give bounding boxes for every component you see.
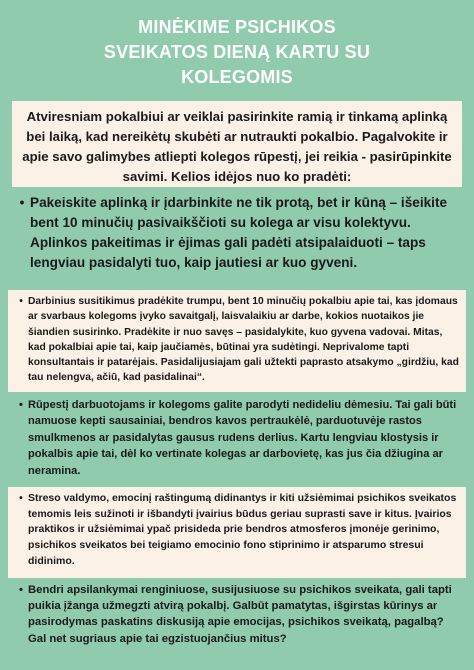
bullet-icon: • bbox=[19, 584, 23, 596]
bullet-icon: • bbox=[19, 399, 23, 411]
tip-events bbox=[8, 578, 466, 670]
tip-text: Darbinius susitikimus pradėkite trumpu, bent 10 minučių pokalbiu apie tai, kas įdomaus ar svarbaus kolegoms įvyko savaitgalį, laisvalaikiu ar darbe, kokios nuotaikos jie šiandien susirinko. Pradėkite ir nuo savęs – pasidalykite, kuo gyvena vadovai. Mitas, kad pokalbiai apie tai, kaip jaučiamės, būtinai yra sudėtingi. Neprivalome tapti konsultantais ir patarėjais. Pasidalijusiajam gali užtekti paprasto atsakymo „girdžiu, kad tau nelengva, ačiū, kad pasidalinai“. bbox=[28, 296, 459, 384]
title-line-2: SVEIKATOS DIENĄ KARTU SU bbox=[103, 41, 371, 62]
tip-text: Bendri apsilankymai renginiuose, susijusiuose su psichikos sveikata, gali tapti puikia įžanga užmegzti atvirą pokalbį. Galbūt pamatytas, išgirstas kūrinys ar pasirodymas paskatins diskusiją apie emocijas, psichikos sveikatą, pagalbą? Gal net sugriaus apie tai egzistuojančius mitus? bbox=[28, 584, 452, 645]
poster-header bbox=[0, 0, 474, 100]
tip-meetings bbox=[8, 290, 466, 392]
tip-attention bbox=[8, 394, 466, 486]
tip-text: Pakeiskite aplinką ir įdarbinkite ne tik protą, bet ir kūną – išeikite bent 10 minučių pasivaikščioti su kolega ar visu kolektyvu. Aplinkos pakeitimas ir ėjimas gali padėti atsipalaiduoti – taps lengviau pasidalyti tuo, kaip jautiesi ar kuo gyveni. bbox=[30, 195, 448, 270]
tip-text: Streso valdymo, emocinį raštingumą didinantys ir kiti užsiėmimai psichikos sveikatos temomis leis sužinoti ir išbandyti įvairius būdus geriau suprasti save ir kitus. Įvairios praktikos ir užsiėmimai ypač prisideda prie bendros atmosferos įmonėje gerinimo, psichikos sveikatos bei teigiamo emocinio fono stiprinimo ir atsparumo stresui didinimo. bbox=[28, 492, 457, 567]
tip-walk bbox=[8, 190, 466, 288]
title-line-1: MINĖKIME PSICHIKOS bbox=[138, 16, 336, 37]
intro-paragraph: Atviresniam pokalbiui ar veiklai pasirinkite ramią ir tinkamą aplinką bei laiką, kad nereikėtų skubėti ar nutraukti pokalbio. Pagalvokite ir apie savo galimybes atliepti kolegos rūpestį, jei reikia - pasirūpinkite savimi. Kelios idėjos nuo ko pradėti: bbox=[12, 101, 462, 187]
tip-workshops bbox=[8, 487, 466, 578]
poster-title bbox=[104, 11, 370, 90]
title-line-3: KOLEGOMIS bbox=[181, 66, 293, 87]
bullet-icon: • bbox=[19, 195, 25, 210]
tip-text: Rūpestį darbuotojams ir kolegoms galite parodyti nedideliu dėmesiu. Tai gali būti namuose kepti sausainiai, bendros kavos pertraukėlė, parduotuvėje rastos smulkmenos ar pasidalytas gausus rudens derlius. Kartu lengviau klostysis ir pokalbis apie tai, dėl ko vertinate kolegas ar darbovietę, kas jus čia džiugina ar neramina. bbox=[28, 399, 457, 477]
bullet-icon: • bbox=[19, 492, 23, 504]
bullet-icon: • bbox=[19, 296, 23, 307]
